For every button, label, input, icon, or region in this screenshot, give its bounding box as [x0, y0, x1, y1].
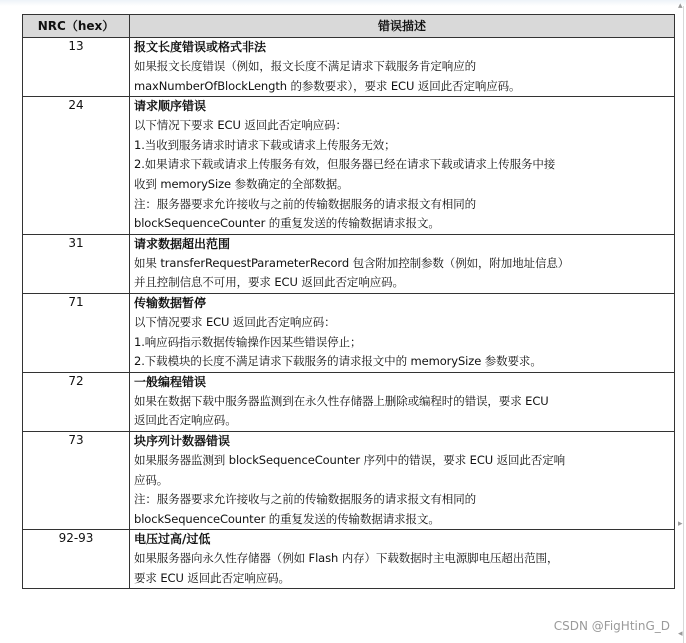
nrc-code-cell: 31 [23, 234, 130, 293]
error-title: 电压过高/过低 [134, 532, 211, 547]
error-title: 块序列计数器错误 [134, 433, 231, 448]
error-description-line: 应码。 [134, 472, 169, 487]
error-description-line: 如果 transferRequestParameterRecord 包含附加控制参数（例如，附加地址信息） [134, 255, 570, 270]
error-description-line: 以下情况下要求 ECU 返回此否定响应码： [134, 118, 347, 133]
watermark: CSDN @FigHtinG_D [553, 619, 670, 633]
error-description-line: 2.如果请求下载或请求上传服务有效，但服务器已经在请求下载或请求上传服务中接 [134, 157, 556, 172]
table-row [23, 38, 675, 97]
error-description-line: 并且控制信息不可用，要求 ECU 返回此否定响应码。 [134, 275, 404, 290]
table-row [23, 234, 675, 293]
error-description-line: 1.当收到服务请求时请求下载或请求上传服务无效； [134, 137, 396, 152]
error-description-line: maxNumberOfBlockLength 的参数要求），要求 ECU 返回此否定响应码。 [134, 78, 521, 93]
error-description-line: 如果报文长度错误（例如，报文长度不满足请求下载服务肯定响应的 [134, 59, 476, 73]
table-header-row [23, 15, 675, 38]
error-description-line: 如果在数据下载中服务器监测到在永久性存储器上删除或编程时的错误，要求 ECU [134, 393, 549, 408]
table-row [23, 372, 675, 431]
table-row [23, 530, 675, 589]
nrc-code-cell: 71 [23, 293, 130, 372]
error-description-cell [130, 372, 675, 431]
error-description-line: 注：服务器要求允许接收与之前的传输数据服务的请求报文有相同的 [134, 492, 476, 507]
header-error-description: 错误描述 [130, 15, 675, 38]
nrc-code-cell: 24 [23, 97, 130, 235]
error-title: 报文长度错误或格式非法 [134, 40, 267, 54]
scroll-left-icon: ◂ [678, 629, 683, 639]
header-nrc-code: NRC（hex） [23, 15, 130, 38]
error-description-line: 2.下载模块的长度不满足请求下载服务的请求报文中的 memorySize 参数要求。 [134, 354, 542, 369]
scroll-up-icon[interactable]: ▴ [678, 1, 683, 11]
error-description-line: 返回此否定响应码。 [134, 413, 237, 428]
error-title: 请求顺序错误 [134, 99, 207, 114]
table-row [23, 97, 675, 235]
scroll-marker-icon: ▸ [678, 519, 683, 529]
error-title: 请求数据超出范围 [134, 236, 231, 251]
table-body [23, 38, 675, 589]
error-description-line: 1.响应码指示数据传输操作因某些错误停止； [134, 334, 362, 349]
table-row [23, 293, 675, 372]
error-description-cell [130, 97, 675, 235]
error-title: 传输数据暂停 [134, 295, 207, 310]
error-description-line: blockSequenceCounter 的重复发送的传输数据请求报文。 [134, 216, 440, 231]
error-description-cell [130, 234, 675, 293]
error-description-line: blockSequenceCounter 的重复发送的传输数据请求报文。 [134, 511, 440, 526]
error-title: 一般编程错误 [134, 374, 207, 389]
nrc-code-cell: 72 [23, 372, 130, 431]
error-description-line: 以下情况要求 ECU 返回此否定响应码： [134, 314, 336, 329]
nrc-code-cell: 73 [23, 431, 130, 529]
error-description-cell [130, 530, 675, 589]
error-description-cell [130, 431, 675, 529]
top-strip [0, 0, 686, 6]
nrc-code-cell: 92-93 [23, 530, 130, 589]
error-description-line: 收到 memorySize 参数确定的全部数据。 [134, 176, 349, 191]
error-description-line: 如果服务器监测到 blockSequenceCounter 序列中的错误，要求 ECU 返回此否定响 [134, 452, 566, 467]
error-description-cell [130, 38, 675, 97]
error-description-line: 要求 ECU 返回此否定响应码。 [134, 570, 290, 585]
table-row [23, 431, 675, 529]
scrollbar[interactable] [676, 0, 686, 643]
error-description-cell [130, 293, 675, 372]
nrc-code-cell: 13 [23, 38, 130, 97]
error-description-line: 注：服务器要求允许接收与之前的传输数据服务的请求报文有相同的 [134, 196, 476, 211]
nrc-table [22, 14, 675, 589]
error-description-line: 如果服务器向永久性存储器（例如 Flash 内存）下载数据时主电源脚电压超出范围， [134, 551, 559, 566]
